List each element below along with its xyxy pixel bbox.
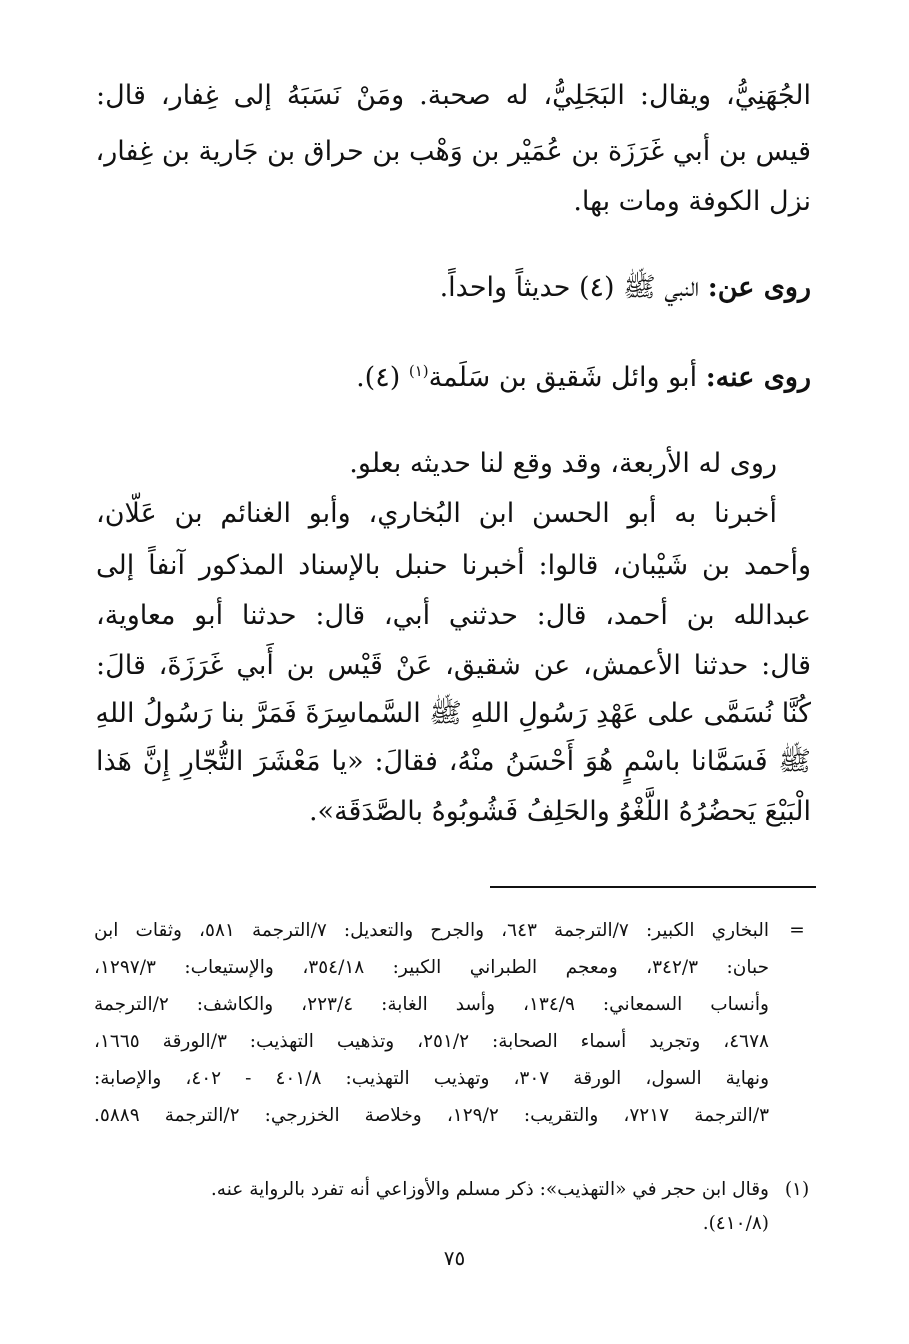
footnote-separator (490, 886, 816, 888)
footnote-line: وقال ابن حجر في «التهذيب»: ذكر مسلم والأوزاعي أنه تفرد بالرواية عنه. (210, 1179, 769, 1200)
body-line: قيس بن أبي غَرَزَة بن عُمَيْر بن وَهْب بن حراق بن جَارية بن غِفار، (95, 136, 811, 167)
narrated-from-label: روى عن: (707, 272, 811, 303)
body-line: ﷺ فَسَمَّانا باسْمٍ هُوَ أَحْسَنُ منْهُ، فقالَ: «يا مَعْشَرَ التُّجّارِ إِنَّ هَذا (96, 746, 811, 777)
page-number: ٧٥ (443, 1246, 466, 1270)
footnote-line: ٣/الترجمة ٧٢١٧، والتقريب: ١٢٩/٢، وخلاصة الخزرجي: ٢/الترجمة ٥٨٨٩. (94, 1105, 769, 1126)
body-line: قال: حدثنا الأعمش، عن شقيق، عَنْ قَيْس بن أَبي غَرَزَةَ، قالَ: (96, 650, 811, 681)
footnote-line: (٤١٠/٨). (702, 1213, 769, 1234)
body-line: كُنَّا نُسَمَّى على عَهْدِ رَسُولِ اللهِ ﷺ السَّماسِرَةَ فَمَرَّ بنا رَسُولُ اللهِ (95, 698, 811, 729)
body-line: الجُهَنِيُّ، ويقال: البَجَلِيُّ، له صحبة. ومَنْ نَسَبَهُ إلى غِفار، قال: (96, 80, 811, 111)
footnote-line: ٤٦٧٨، وتجريد أسماء الصحابة: ٢٥١/٢، وتذهيب التهذيب: ٣/الورقة ١٦٦٥، (94, 1031, 769, 1052)
narrated-by-label: روى عنه: (705, 362, 811, 393)
footnote-ref[interactable]: (١) (408, 362, 429, 380)
footnote-line: البخاري الكبير: ٧/الترجمة ٦٤٣، والجرح والتعديل: ٧/الترجمة ٥٨١، وثقات ابن (94, 920, 769, 941)
narrated-by-line (96, 356, 811, 400)
body-line: أخبرنا به أبو الحسن ابن البُخاري، وأبو الغنائم بن عَلّان، (96, 498, 777, 529)
footnote-number: (١) (784, 1179, 810, 1200)
narrated-from-line (96, 266, 811, 310)
narrated-by-text-end: (٤). (356, 362, 409, 393)
narrated-by-text: أبو وائل شَقيق بن سَلَمة (428, 362, 698, 393)
body-line: وأحمد بن شَيْبان، قالوا: أخبرنا حنبل بالإسناد المذكور آنفاً إلى (96, 550, 811, 581)
body-line: عبدالله بن أحمد، قال: حدثني أبي، قال: حدثنا أبو معاوية، (96, 600, 811, 631)
body-line: روى له الأربعة، وقد وقع لنا حديثه بعلو. (349, 448, 777, 479)
footnote-continuation-mark: = (789, 920, 805, 941)
footnote-line: وأنساب السمعاني: ١٣٤/٩، وأسد الغابة: ٢٢٣/٤، والكاشف: ٢/الترجمة (94, 994, 769, 1015)
body-line: الْبَيْعَ يَحضُرُهُ اللَّغْوُ والحَلِفُ فَشُوبُوهُ بالصَّدَقَة». (308, 796, 811, 827)
narrated-from-text: النبي ﷺ (٤) حديثاً واحداً. (439, 272, 700, 303)
footnote-line: ونهاية السول، الورقة ٣٠٧، وتهذيب التهذيب: ٤٠١/٨ - ٤٠٢، والإصابة: (94, 1068, 770, 1089)
body-line: نزل الكوفة ومات بها. (573, 186, 811, 217)
footnote-line: حبان: ٣٤٢/٣، ومعجم الطبراني الكبير: ٣٥٤/١٨، والإستيعاب: ١٢٩٧/٣، (94, 957, 770, 978)
